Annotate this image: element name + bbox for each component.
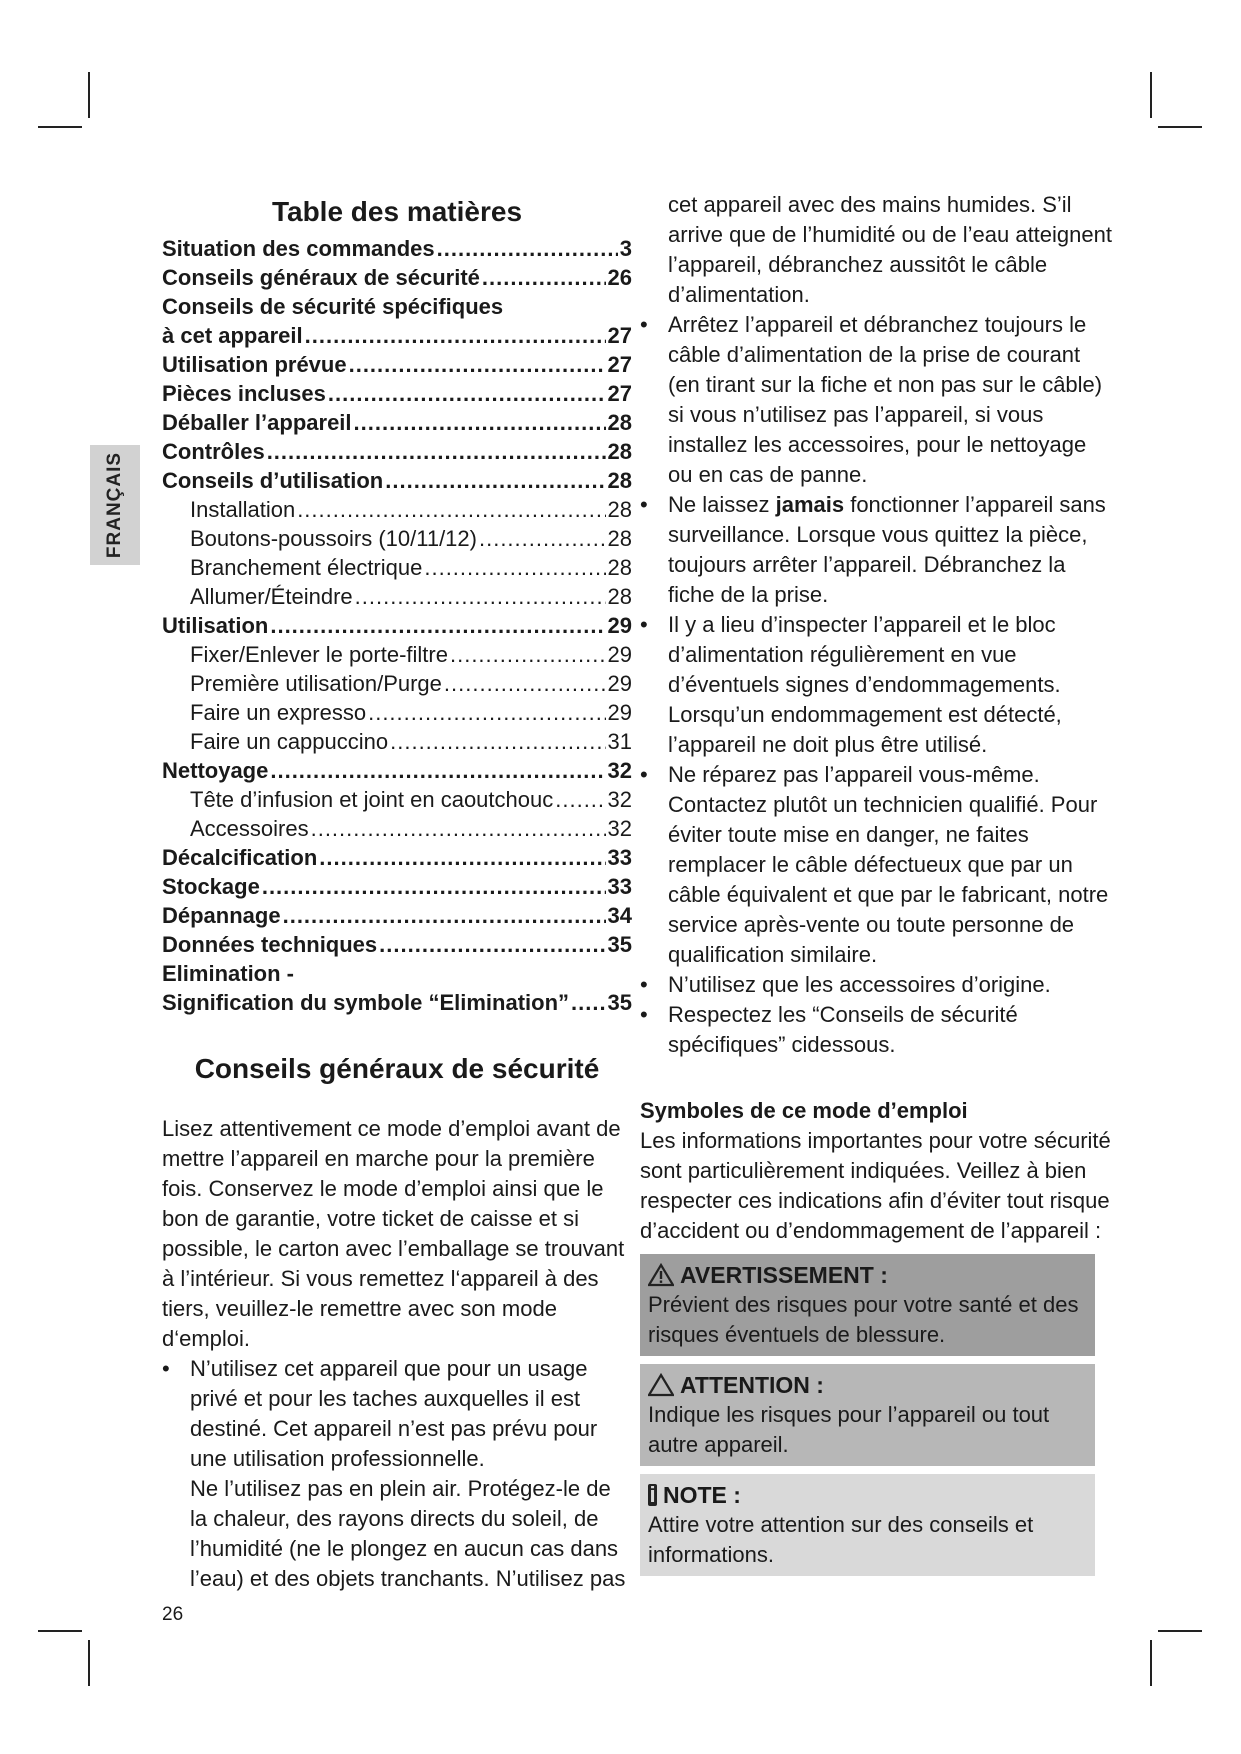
toc-entry-page: 28 [607, 410, 632, 435]
toc-entry-title: Allumer/Éteindre [190, 584, 353, 609]
safety-bullet: • N’utilisez que les accessoires d’origine. [640, 970, 1115, 1000]
safety-bullet: • Ne réparez pas l’appareil vous-même. Contactez plutôt un technicien qualifié. Pour éviter toute mise en danger, ne faites remplacer le câble défectueux que par un câble équivalent et que par le fabricant, notre service après-vente ou toute personne de qualification similaire. [640, 760, 1115, 970]
toc-entry [162, 292, 632, 321]
attention-text: Indique les risques pour l’appareil ou tout autre appareil. [648, 1402, 1050, 1457]
toc-title: Table des matières [271, 196, 523, 227]
toc-entry [162, 930, 632, 959]
language-tab [90, 445, 140, 565]
toc-entry-page: 32 [607, 758, 632, 783]
toc-entry [162, 321, 632, 350]
toc-entry [162, 698, 632, 727]
toc-entry-page: 27 [607, 352, 632, 377]
toc-entry-title: Situation des commandes [162, 236, 435, 261]
toc-entry-page: 26 [607, 265, 632, 290]
toc-entry [162, 234, 632, 263]
toc-entry-page: 29 [607, 700, 632, 725]
toc-entry-title: Conseils de sécurité spécifiques [162, 294, 504, 319]
safety-bullet [640, 490, 1115, 610]
toc-entry-page: 28 [607, 439, 632, 464]
toc-leader-dots [424, 553, 605, 582]
right-column [640, 190, 1115, 1576]
toc-entry [162, 640, 632, 669]
toc-entry-title: Tête d’infusion et joint en caoutchouc [190, 787, 554, 812]
toc-entry-page: 34 [607, 903, 632, 928]
toc-entry-title: Faire un cappuccino [190, 729, 389, 754]
toc-entry-title: Conseils d’utilisation [162, 468, 384, 493]
toc-entry-page: 3 [619, 236, 632, 261]
bullet-emphasis: jamais [775, 492, 845, 517]
toc-entry-title: Dépannage [162, 903, 281, 928]
note-box [640, 1474, 1095, 1576]
toc-leader-dots [379, 930, 605, 959]
toc-entry [162, 611, 632, 640]
toc-entry-page: 28 [607, 468, 632, 493]
left-column [162, 190, 632, 1626]
toc-leader-dots [319, 843, 605, 872]
attention-label: ATTENTION : [680, 1372, 824, 1398]
toc-entry [162, 350, 632, 379]
toc-leader-dots [311, 814, 606, 843]
toc-entry-page: 32 [607, 787, 632, 812]
caution-triangle-icon [648, 1373, 674, 1397]
note-text: Attire votre attention sur des conseils et informations. [648, 1512, 1034, 1567]
info-icon: i [649, 1482, 656, 1507]
crop-mark [1150, 1640, 1152, 1686]
toc-leader-dots [368, 698, 605, 727]
toc-entry-page: 31 [607, 729, 632, 754]
crop-mark [1158, 126, 1202, 128]
toc-list [162, 234, 632, 1017]
toc-entry-title: Fixer/Enlever le porte-filtre [190, 642, 448, 667]
safety-bullet: • Respectez les “Conseils de sécurité spécifiques” cidessous. [640, 1000, 1115, 1060]
language-tab-label: FRANÇAIS [104, 451, 125, 559]
toc-leader-dots [385, 466, 605, 495]
general-safety-title: Conseils généraux de sécurité [194, 1053, 600, 1084]
toc-entry-title: Utilisation prévue [162, 352, 347, 377]
safety-bullet: • N’utilisez cet appareil que pour un usage privé et pour les taches auxquelles il est destiné. Cet appareil n’est pas prévu pour une utilisation professionnelle. [162, 1354, 632, 1474]
warning-header [648, 1260, 1087, 1290]
crop-mark [1158, 1630, 1202, 1632]
warning-box [640, 1254, 1095, 1356]
toc-entry [162, 408, 632, 437]
toc-entry-title: Branchement électrique [190, 555, 423, 580]
toc-entry-page: 27 [607, 381, 632, 406]
toc-entry [162, 727, 632, 756]
toc-entry [162, 553, 632, 582]
toc-leader-dots [555, 785, 605, 814]
toc-leader-dots [450, 640, 606, 669]
toc-entry-title: Stockage [162, 874, 260, 899]
toc-entry-title: Décalcification [162, 845, 318, 870]
toc-leader-dots [270, 756, 605, 785]
toc-leader-dots [328, 379, 606, 408]
toc-leader-dots [482, 263, 606, 292]
toc-entry [162, 379, 632, 408]
toc-leader-dots [354, 408, 606, 437]
safety-bullet-continuation: Ne l’utilisez pas en plein air. Protégez-le de la chaleur, des rayons directs du soleil, de l’humidité (ne le plongez en aucun cas dans l’eau) et des objets tranchants. N’utilisez pas [190, 1476, 626, 1592]
attention-header [648, 1370, 1087, 1400]
warning-label: AVERTISSEMENT : [680, 1262, 888, 1288]
toc-entry-page: 29 [607, 671, 632, 696]
toc-entry [162, 524, 632, 553]
toc-leader-dots [349, 350, 606, 379]
toc-leader-dots [437, 234, 618, 263]
toc-leader-dots [444, 669, 606, 698]
page-number: 26 [162, 1604, 184, 1626]
warning-icon [648, 1263, 674, 1287]
crop-mark [88, 1640, 90, 1686]
toc-entry-title: Installation [190, 497, 296, 522]
toc-leader-dots [305, 321, 606, 350]
toc-entry-page: 27 [607, 323, 632, 348]
toc-leader-dots [297, 495, 605, 524]
warning-text: Prévient des risques pour votre santé et des risques éventuels de blessure. [648, 1292, 1079, 1347]
toc-entry [162, 901, 632, 930]
note-header [648, 1480, 1087, 1510]
toc-entry-page: 35 [607, 990, 632, 1015]
toc-leader-dots [390, 727, 605, 756]
symbols-intro: Les informations importantes pour votre sécurité sont particulièrement indiquées. Veillez à bien respecter ces indications afin d’éviter tout risque d’accident ou d’endommagement de l’appareil : [640, 1128, 1111, 1243]
toc-leader-dots [267, 437, 606, 466]
bullet-text: fonctionner l’appareil sans surveillance. Lorsque vous quittez la pièce, toujours arrêter l’appareil. Débranchez la fiche de la prise. [668, 492, 1106, 607]
toc-entry-page: 35 [607, 932, 632, 957]
toc-leader-dots [270, 611, 605, 640]
toc-leader-dots [355, 582, 606, 611]
toc-entry-title: Déballer l’appareil [162, 410, 352, 435]
crop-mark [38, 1630, 82, 1632]
toc-entry [162, 814, 632, 843]
toc-entry-title: Contrôles [162, 439, 265, 464]
toc-entry-page: 33 [607, 874, 632, 899]
toc-leader-dots [283, 901, 606, 930]
safety-bullet-continuation: cet appareil avec des mains humides. S’il arrive que de l’humidité ou de l’eau atteignent l’appareil, débranchez aussitôt le câble d’alimentation. [668, 192, 1112, 307]
symbols-title: Symboles de ce mode d’emploi [640, 1098, 968, 1123]
crop-mark [1150, 72, 1152, 118]
toc-entry-title: Conseils généraux de sécurité [162, 265, 480, 290]
toc-entry-page: 29 [607, 642, 632, 667]
toc-entry-page: 28 [607, 497, 632, 522]
toc-entry-title: Signification du symbole “Elimination” [162, 990, 570, 1015]
toc-leader-dots [479, 524, 606, 553]
toc-entry-title: Elimination - [162, 961, 294, 986]
toc-entry-page: 28 [607, 555, 632, 580]
toc-entry [162, 466, 632, 495]
toc-entry-page: 32 [607, 816, 632, 841]
toc-entry-title: Nettoyage [162, 758, 269, 783]
toc-entry [162, 263, 632, 292]
toc-leader-dots [262, 872, 606, 901]
toc-entry-page: 33 [607, 845, 632, 870]
toc-entry [162, 582, 632, 611]
toc-entry [162, 959, 632, 988]
crop-mark [88, 72, 90, 118]
toc-entry-title: Boutons-poussoirs (10/11/12) [190, 526, 477, 551]
note-label: NOTE : [663, 1482, 741, 1508]
toc-entry-title: Faire un expresso [190, 700, 367, 725]
toc-entry-title: Utilisation [162, 613, 269, 638]
general-intro: Lisez attentivement ce mode d’emploi avant de mettre l’appareil en marche pour la première fois. Conservez le mode d’emploi ainsi que le bon de garantie, votre ticket de caisse et si possible, le carton avec l’emballage se trouvant à l’intérieur. Si vous remettez l‘appareil à des tiers, veuillez-le remettre avec son mode d‘emploi. [162, 1116, 625, 1352]
toc-entry [162, 988, 632, 1017]
toc-entry-title: Accessoires [190, 816, 309, 841]
toc-entry-page: 29 [607, 613, 632, 638]
toc-entry [162, 437, 632, 466]
attention-box [640, 1364, 1095, 1466]
crop-mark [38, 126, 82, 128]
toc-entry [162, 669, 632, 698]
toc-entry-page: 28 [607, 584, 632, 609]
toc-entry [162, 495, 632, 524]
toc-entry-title: Première utilisation/Purge [190, 671, 442, 696]
toc-entry-title: Données techniques [162, 932, 378, 957]
toc-entry [162, 843, 632, 872]
bullet-text: Ne laissez [668, 492, 776, 517]
toc-entry [162, 785, 632, 814]
toc-entry [162, 756, 632, 785]
safety-bullet: • Arrêtez l’appareil et débranchez toujours le câble d’alimentation de la prise de courant (en tirant sur la fiche et non pas sur le câble) si vous n’utilisez pas l’appareil, si vous installez les accessoires, pour le nettoyage ou en cas de panne. [640, 310, 1115, 490]
toc-entry-page: 28 [607, 526, 632, 551]
toc-entry-title: à cet appareil [162, 323, 303, 348]
safety-bullet: • Il y a lieu d’inspecter l’appareil et le bloc d’alimentation régulièrement en vue d’éventuels signes d’endommagements. Lorsqu’un endommagement est détecté, l’appareil ne doit plus être utilisé. [640, 610, 1115, 760]
toc-entry-title: Pièces incluses [162, 381, 326, 406]
toc-leader-dots [571, 988, 605, 1017]
toc-entry [162, 872, 632, 901]
